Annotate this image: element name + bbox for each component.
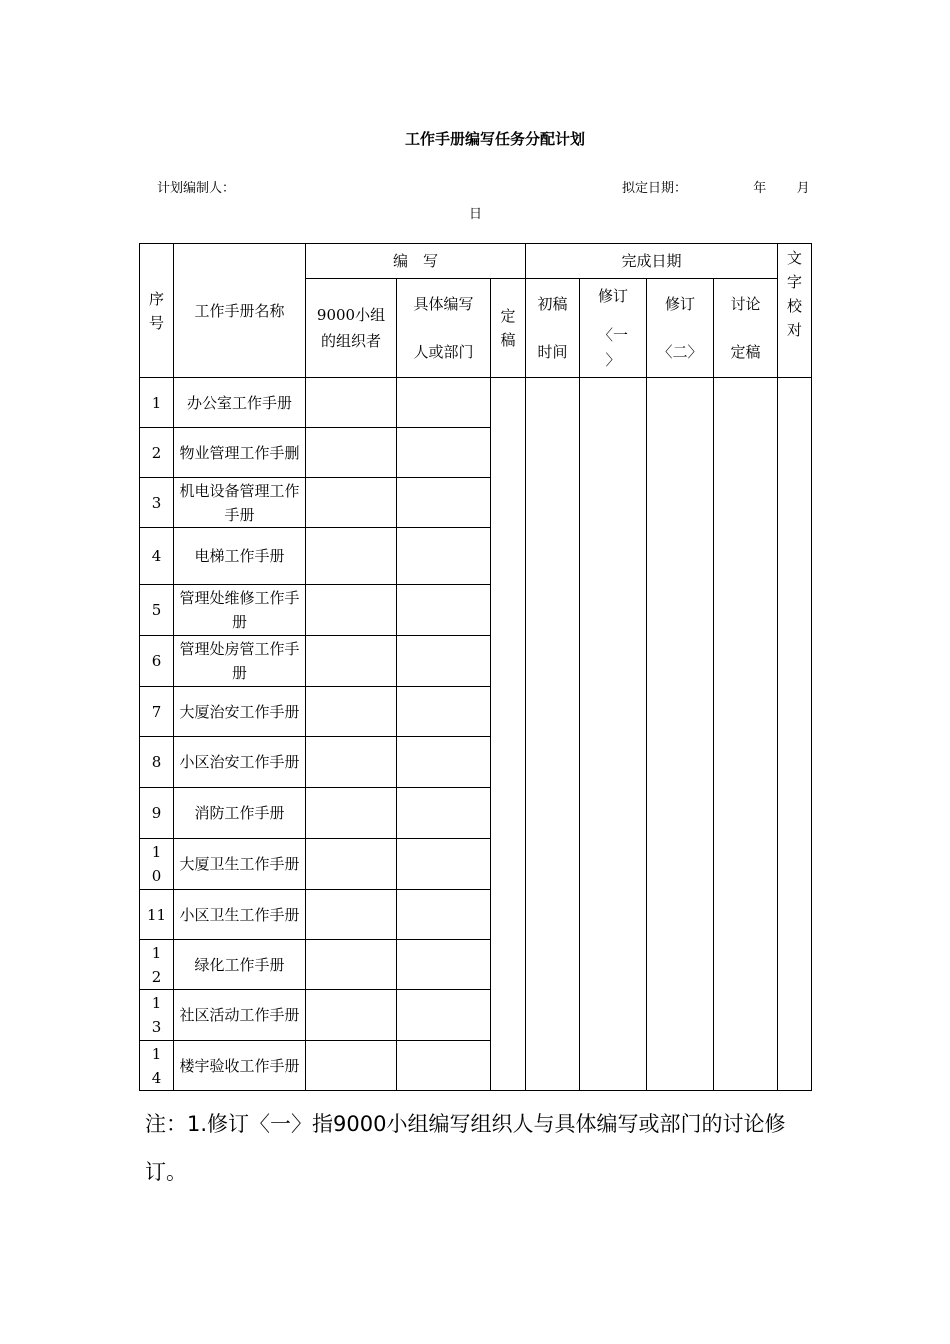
manual-name: 大厦卫生工作手册 xyxy=(174,839,306,890)
row-number: 8 xyxy=(140,737,174,788)
writer-cell[interactable] xyxy=(397,478,491,528)
organizer-cell[interactable] xyxy=(306,737,397,788)
date-label: 拟定日期： xyxy=(622,181,688,196)
writer-cell[interactable] xyxy=(397,636,491,687)
manual-name: 办公室工作手册 xyxy=(174,378,306,428)
proof-cell[interactable] xyxy=(778,378,812,1091)
row-number: 9 xyxy=(140,788,174,839)
manual-name: 消防工作手册 xyxy=(174,788,306,839)
row-number: 2 xyxy=(140,428,174,478)
year-label: 年 xyxy=(753,181,767,196)
manual-name: 电梯工作手册 xyxy=(174,528,306,585)
writer-cell[interactable] xyxy=(397,428,491,478)
planner-label: 计划编制人： xyxy=(157,181,236,196)
header-proof: 文字校对 xyxy=(778,244,812,378)
organizer-cell[interactable] xyxy=(306,890,397,940)
row-number: 1 xyxy=(140,378,174,428)
organizer-cell[interactable] xyxy=(306,585,397,636)
row-number: 5 xyxy=(140,585,174,636)
header-name: 工作手册名称 xyxy=(174,244,306,378)
writer-cell[interactable] xyxy=(397,737,491,788)
manual-name: 管理处维修工作手册 xyxy=(174,585,306,636)
organizer-cell[interactable] xyxy=(306,478,397,528)
manual-name: 机电设备管理工作手册 xyxy=(174,478,306,528)
organizer-cell[interactable] xyxy=(306,1041,397,1091)
final-cell[interactable] xyxy=(491,378,526,1091)
organizer-cell[interactable] xyxy=(306,839,397,890)
manual-name: 小区治安工作手册 xyxy=(174,737,306,788)
writer-cell[interactable] xyxy=(397,940,491,990)
writer-cell[interactable] xyxy=(397,1041,491,1091)
month-label: 月 xyxy=(796,181,810,196)
writer-cell[interactable] xyxy=(397,378,491,428)
manual-name: 物业管理工作手删 xyxy=(174,428,306,478)
header-completion: 完成日期 xyxy=(526,244,778,279)
manual-name: 小区卫生工作手册 xyxy=(174,890,306,940)
first-draft-cell[interactable] xyxy=(526,378,580,1091)
row-number: 3 xyxy=(140,478,174,528)
discuss-final-cell[interactable] xyxy=(714,378,778,1091)
manual-name: 楼宇验收工作手册 xyxy=(174,1041,306,1091)
row-number: 13 xyxy=(140,990,174,1041)
header-organizer: 9000小组的组织者 xyxy=(306,279,397,378)
header-first-draft: 初稿 时间 xyxy=(526,279,580,378)
organizer-cell[interactable] xyxy=(306,687,397,737)
page-title: 工作手册编写任务分配计划 xyxy=(404,130,585,148)
organizer-cell[interactable] xyxy=(306,528,397,585)
writer-cell[interactable] xyxy=(397,890,491,940)
manual-name: 社区活动工作手册 xyxy=(174,990,306,1041)
organizer-cell[interactable] xyxy=(306,990,397,1041)
row-number: 6 xyxy=(140,636,174,687)
row-number: 14 xyxy=(140,1041,174,1091)
organizer-cell[interactable] xyxy=(306,378,397,428)
date-field xyxy=(622,177,810,196)
row-number: 10 xyxy=(140,839,174,890)
revision-2-cell[interactable] xyxy=(647,378,714,1091)
writer-cell[interactable] xyxy=(397,839,491,890)
writer-cell[interactable] xyxy=(397,528,491,585)
day-label: 日 xyxy=(469,207,483,222)
manual-name: 管理处房管工作手册 xyxy=(174,636,306,687)
row-number: 11 xyxy=(140,890,174,940)
writer-cell[interactable] xyxy=(397,788,491,839)
writer-cell[interactable] xyxy=(397,687,491,737)
organizer-cell[interactable] xyxy=(306,428,397,478)
row-number: 4 xyxy=(140,528,174,585)
header-writer: 具体编写 人或部门 xyxy=(397,279,491,378)
organizer-cell[interactable] xyxy=(306,636,397,687)
row-number: 12 xyxy=(140,940,174,990)
writer-cell[interactable] xyxy=(397,990,491,1041)
footnote: 注：1.修订〈一〉指9000小组编写组织人与具体编写或部门的讨论修订。 xyxy=(145,1112,786,1184)
header-writing: 编 写 xyxy=(306,244,526,279)
header-no: 序号 xyxy=(140,244,174,378)
header-discuss-final: 讨论 定稿 xyxy=(714,279,778,378)
header-revision-2: 修订 〈二〉 xyxy=(647,279,714,378)
header-final: 定稿 xyxy=(491,279,526,378)
header-revision-1: 修订 〈一 〉 xyxy=(580,279,647,378)
writer-cell[interactable] xyxy=(397,585,491,636)
manual-name: 绿化工作手册 xyxy=(174,940,306,990)
organizer-cell[interactable] xyxy=(306,940,397,990)
revision-1-cell[interactable] xyxy=(580,378,647,1091)
row-number: 7 xyxy=(140,687,174,737)
table-row xyxy=(140,378,812,428)
manual-name: 大厦治安工作手册 xyxy=(174,687,306,737)
task-table xyxy=(139,243,812,1091)
organizer-cell[interactable] xyxy=(306,788,397,839)
